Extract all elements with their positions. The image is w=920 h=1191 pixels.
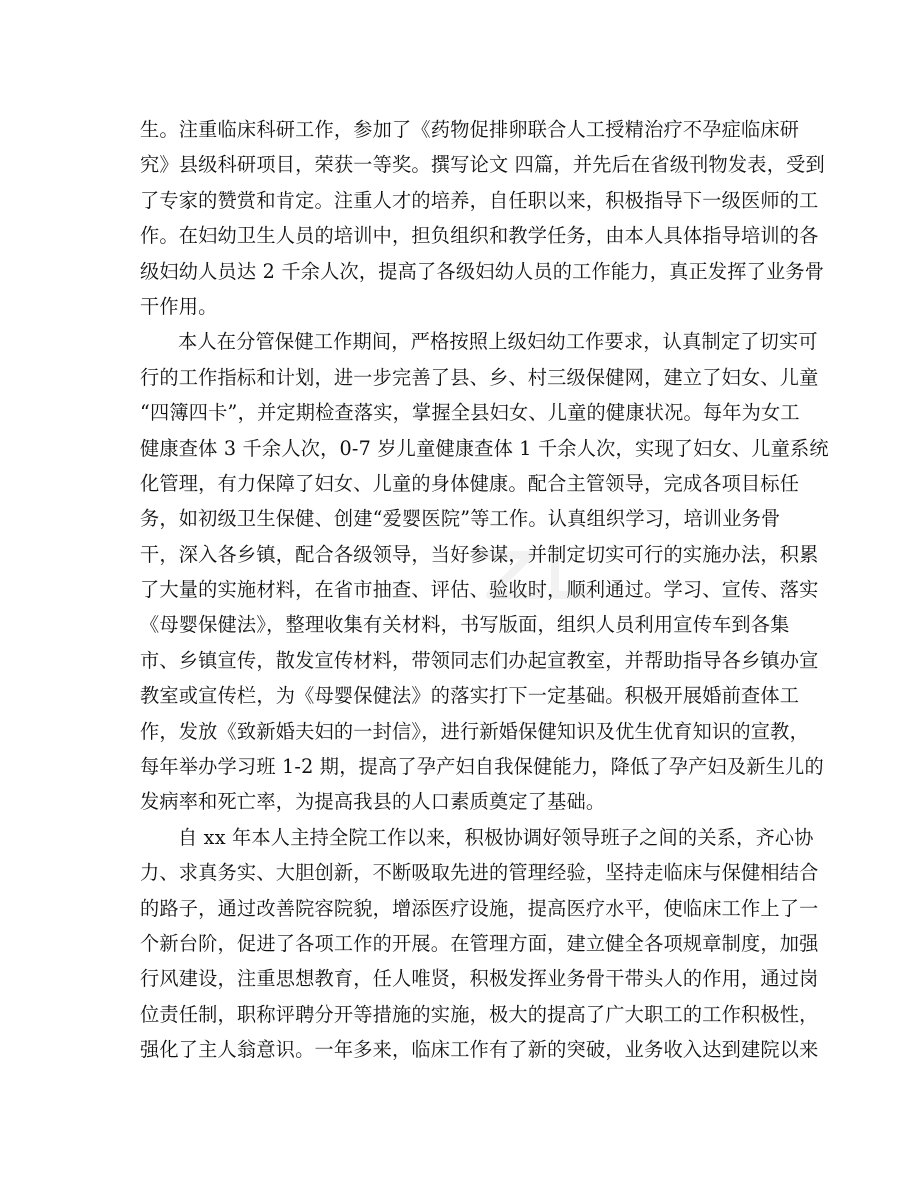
paragraph-1: [140, 112, 825, 324]
text-line: 位责任制，职称评聘分开等措施的实施，极大的提高了广大职工的工作积极性，: [140, 1002, 819, 1026]
text-line: 每年举办学习班 1-2 期，提高了孕产妇自我保健能力，降低了孕产妇及新生儿的: [140, 755, 824, 779]
paragraph-2: [140, 324, 829, 819]
text-line: “四簿四卡”，并定期检查落实，掌握全县妇女、儿童的健康状况。每年为女工: [140, 401, 800, 425]
text-line: 力、求真务实、大胆创新，不断吸取先进的管理经验，坚持走临床与保健相结合: [140, 861, 819, 885]
text-line: 市、乡镇宣传，散发宣传材料，带领同志们办起宣教室，并帮助指导各乡镇办宣: [140, 648, 819, 672]
text-line: 强化了主人翁意识。一年多来，临床工作有了新的突破，业务收入达到建院以来: [140, 1038, 819, 1062]
text-line: 作，发放《致新婚夫妇的一封信》，进行新婚保健知识及优生优育知识的宣教，: [140, 719, 809, 743]
text-line: 发病率和死亡率，为提高我县的人口素质奠定了基础。: [140, 790, 606, 814]
text-line: 教室或宣传栏，为《母婴保健法》的落实打下一定基础。积极开展婚前查体工: [140, 684, 800, 708]
text-line: 了专家的赞赏和肯定。注重人才的培养，自任职以来，积极指导下一级医师的工: [140, 188, 819, 212]
text-line: 《母婴保健法》，整理收集有关材料，书写版面，组织人员利用宣传车到各集: [140, 613, 790, 637]
text-line: 生。注重临床科研工作，参加了《药物促排卵联合人工授精治疗不孕症临床研: [140, 118, 800, 141]
text-line: 干作用。: [140, 294, 218, 318]
text-line: 化管理，有力保障了妇女、儿童的身体健康。配合主管领导，完成各项目标任: [140, 471, 800, 495]
text-line: 个新台阶，促进了各项工作的开展。在管理方面，建立健全各项规章制度，加强: [140, 931, 819, 955]
text-line: 本人在分管保健工作期间，严格按照上级妇幼工作要求，认真制定了切实可: [178, 330, 818, 354]
text-line: 行的工作指标和计划，进一步完善了县、乡、村三级保健网，建立了妇女、儿童: [140, 365, 819, 389]
text-line: 作。在妇幼卫生人员的培训中，担负组织和教学任务，由本人具体指导培训的各: [140, 224, 819, 248]
document-body: [140, 112, 829, 1068]
text-line: 务，如初级卫生保健、创建“爱婴医院”等工作。认真组织学习，培训业务骨: [140, 507, 781, 531]
text-line: 健康查体 3 千余人次，0-7 岁儿童健康查体 1 千余人次，实现了妇女、儿童系统: [140, 436, 829, 460]
text-line: 究》县级科研项目，荣获一等奖。撰写论文 四篇，并先后在省级刊物发表，受到: [140, 153, 825, 177]
text-line: 自 xx 年本人主持全院工作以来，积极协调好领导班子之间的关系，齐心协: [178, 825, 814, 849]
text-line: 干，深入各乡镇，配合各级领导，当好参谋，并制定切实可行的实施办法，积累: [140, 542, 819, 566]
text-line: 级妇幼人员达 2 千余人次，提高了各级妇幼人员的工作能力，真正发挥了业务骨: [140, 259, 825, 283]
text-line: 了大量的实施材料，在省市抽查、评估、验收时，顺利通过。学习、宣传、落实: [140, 578, 819, 602]
text-line: 行风建设，注重思想教育，任人唯贤，积极发挥业务骨干带头人的作用，通过岗: [140, 967, 819, 991]
text-line: 的路子，通过改善院容院貌，增添医疗设施，提高医疗水平，使临床工作上了一: [140, 896, 819, 920]
paragraph-3: [140, 820, 819, 1068]
